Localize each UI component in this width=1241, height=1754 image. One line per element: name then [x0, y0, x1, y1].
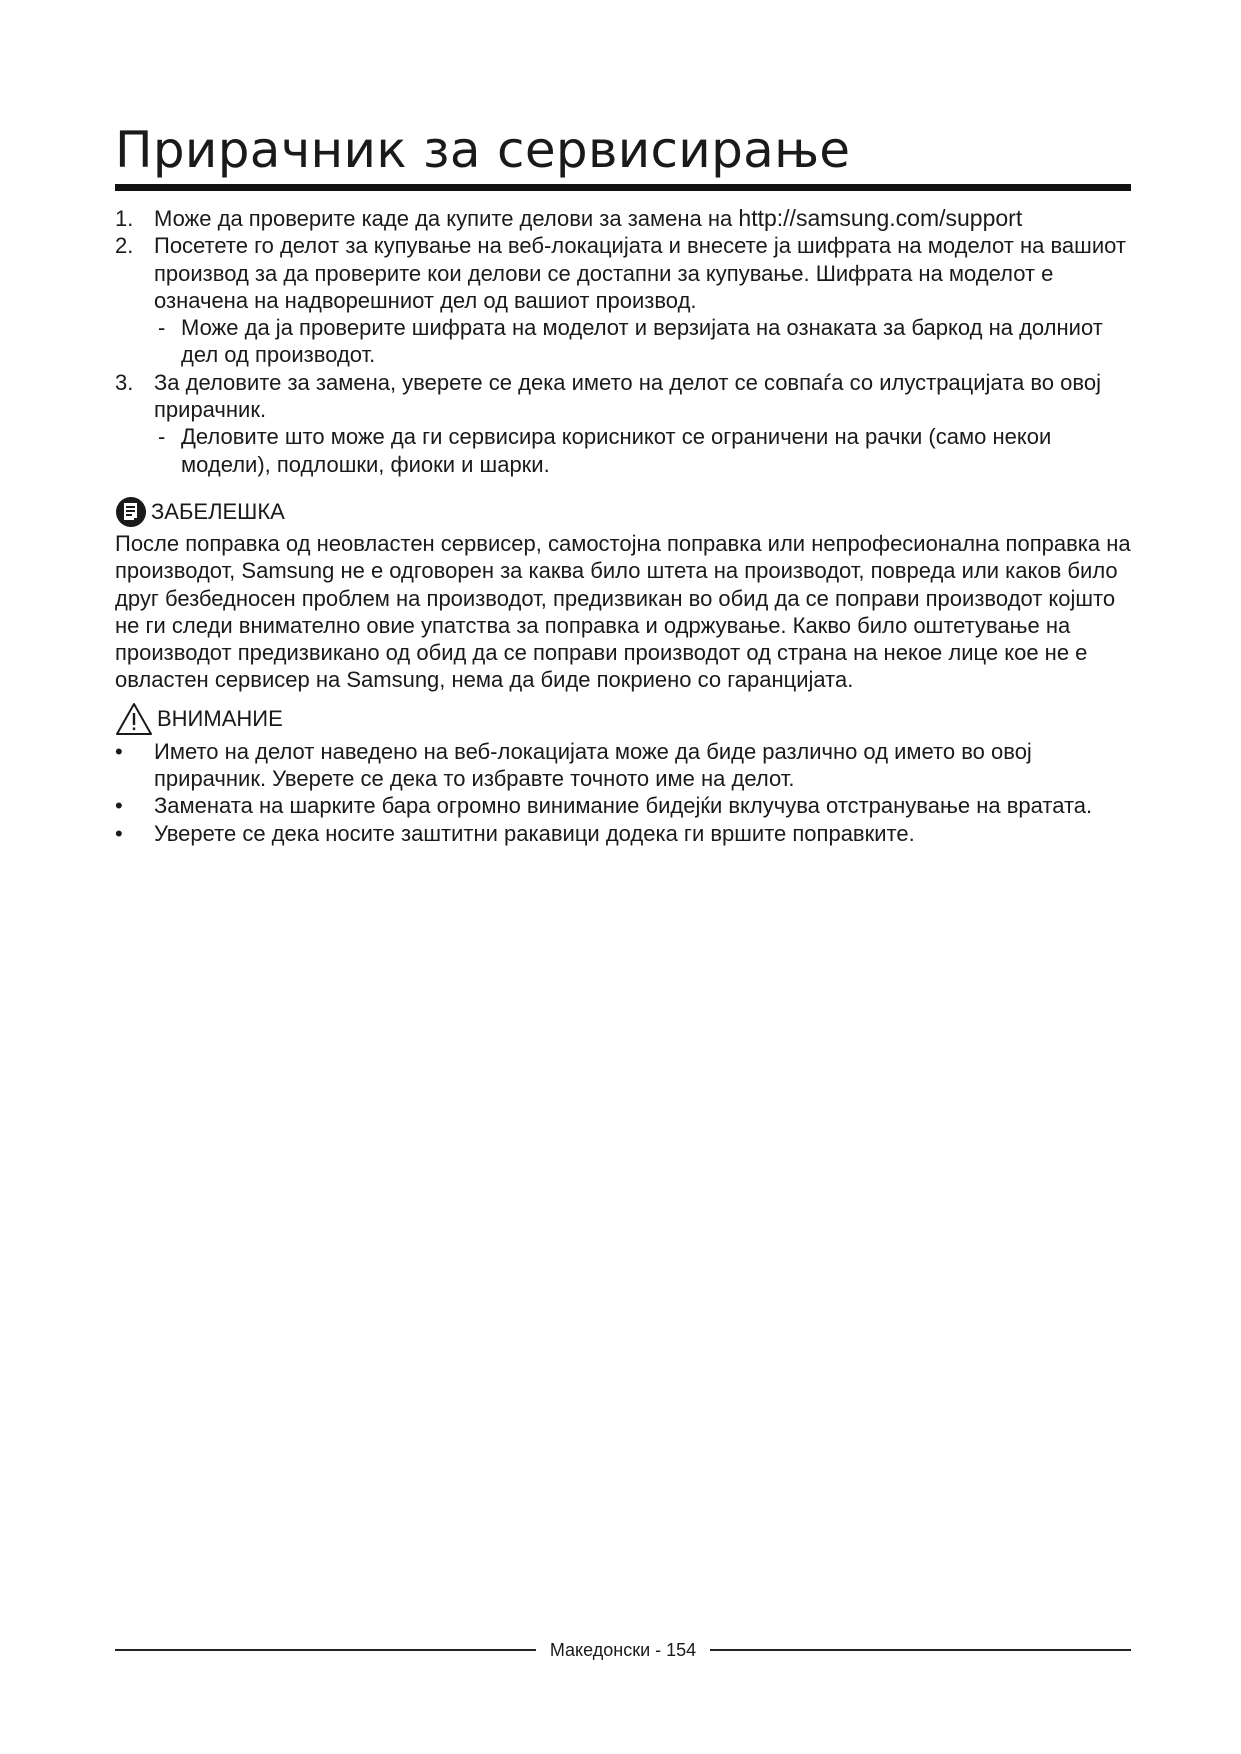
caution-item	[115, 820, 1131, 847]
caution-item-text: Името на делот наведено на веб-локацијата може да биде различно од името во овој прирачник. Уверете се дека то избравте точното име на делот.	[154, 738, 1032, 792]
caution-item	[115, 792, 1131, 819]
caution-list	[115, 738, 1131, 847]
caution-item-text: Замената на шарките бара огромно винимание бидејќи вклучува отстранување на вратата.	[154, 793, 1093, 819]
step-text: Посетете го делот за купување на веб-локацијата и внесете ја шифрата на моделот на вашиот производ за да проверите кои делови се достапни за купување. Шифрата на моделот е означена на надворешниот дел од вашиот производ.	[154, 233, 1126, 313]
caution-item	[115, 738, 1131, 793]
page-footer	[115, 1638, 1131, 1662]
step-text: Може да проверите каде да купите делови за замена на	[154, 206, 739, 231]
bullet-marker: •	[115, 793, 123, 819]
step-sub-item	[154, 423, 1131, 478]
bullet-marker: •	[115, 820, 123, 846]
step-sub-text: Деловите што може да ги сервисира корисникот се ограничени на рачки (само некои модели), подлошки, фиоки и шарки.	[181, 424, 1052, 477]
step-item	[115, 369, 1131, 478]
step-sub-text: Може да ја проверите шифрата на моделот и верзијата на ознаката за баркод на долниот дел од производот.	[181, 315, 1103, 368]
note-heading	[115, 496, 1131, 528]
caution-heading	[115, 702, 1131, 736]
step-item	[115, 205, 1131, 232]
step-number: 2.	[115, 233, 134, 259]
support-link[interactable]: http://samsung.com/support	[738, 205, 1023, 231]
page-title: Прирачник за сервисирање	[115, 118, 1131, 191]
note-text: После поправка од неовластен сервисер, самостојна поправка или непрофесионална поправка на производот, Samsung не е одговорен за каква било штета на производот, повреда или каков било друг безбедносен проблем на производот, предизвикан во обид да се поправи производот којшто не ги следи внимателно овие упатства за поправка и одржување. Какво било оштетување на производот предизвикано од обид да се поправи производот од страна на некое лице кое не е овластен сервисер на Samsung, нема да биде покриено со гаранцијата.	[115, 530, 1131, 693]
sub-dash: -	[158, 315, 166, 341]
note-icon	[115, 496, 147, 528]
footer-rule-right	[710, 1649, 1131, 1651]
caution-heading-text: ВНИМАНИЕ	[157, 705, 283, 731]
step-item	[115, 232, 1131, 368]
caution-item-text: Уверете се дека носите заштитни ракавици додека ги вршите поправките.	[154, 820, 915, 846]
page-content	[115, 118, 1131, 847]
footer-page-label: Македонски - 154	[549, 1640, 697, 1660]
bullet-marker: •	[115, 738, 123, 764]
steps-list	[115, 205, 1131, 478]
step-number: 3.	[115, 369, 134, 395]
note-heading-text: ЗАБЕЛЕШКА	[151, 498, 285, 524]
warning-triangle-icon	[115, 702, 153, 736]
footer-rule-left	[115, 1649, 536, 1651]
step-sub-item	[154, 314, 1131, 369]
step-text: За деловите за замена, уверете се дека името на делот се совпаѓа со илустрацијата во овој прирачник.	[154, 369, 1101, 423]
step-number: 1.	[115, 206, 134, 231]
sub-dash: -	[158, 424, 166, 450]
